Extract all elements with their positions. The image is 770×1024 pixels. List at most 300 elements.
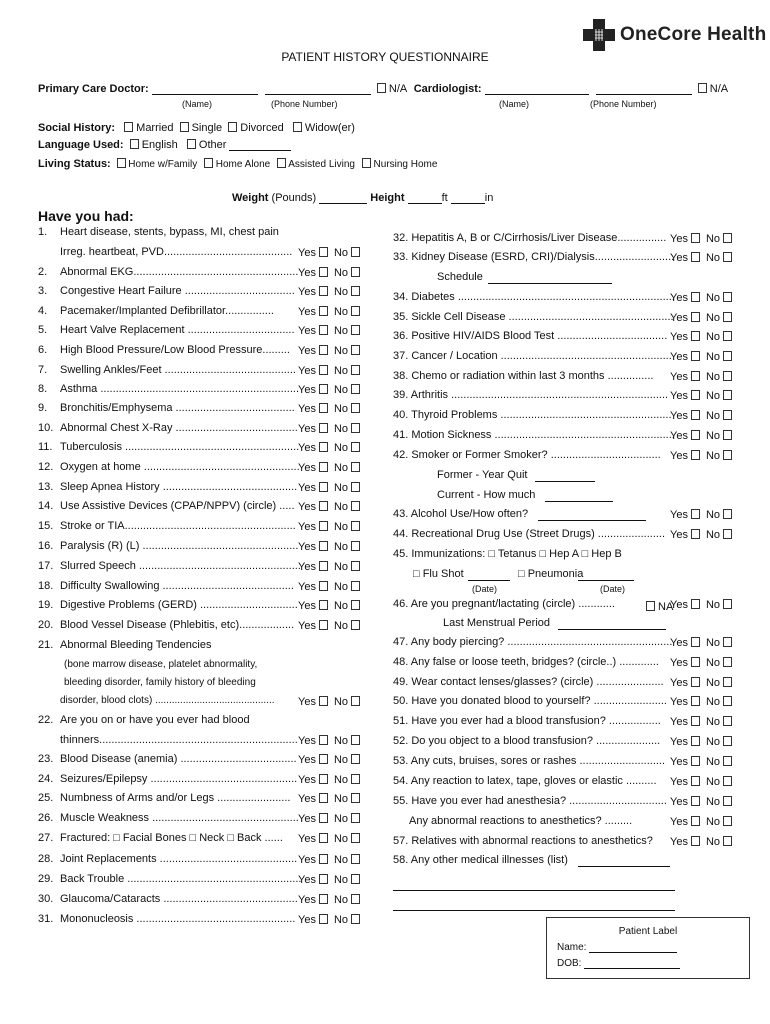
- no-label: No: [333, 384, 349, 396]
- assisted-living-label: Assisted Living: [288, 159, 355, 170]
- question-text: Use Assistive Devices (CPAP/NPPV) (circle) .....: [60, 500, 295, 512]
- no-checkbox[interactable]: [351, 325, 360, 335]
- yes-no-group: [298, 581, 360, 593]
- no-checkbox[interactable]: [351, 833, 360, 843]
- yes-label: Yes: [670, 390, 688, 402]
- yes-label: Yes: [670, 696, 688, 708]
- no-label: No: [705, 836, 721, 848]
- yes-checkbox[interactable]: [691, 430, 700, 440]
- question-row: [409, 815, 632, 833]
- no-checkbox[interactable]: [351, 854, 360, 864]
- yes-no-group: [670, 351, 732, 363]
- no-label: No: [333, 541, 349, 553]
- question-text: (Date): [472, 584, 498, 594]
- weight-label: Weight: [232, 192, 269, 204]
- yes-no-group: [298, 696, 360, 708]
- question-number: 25.: [38, 792, 54, 804]
- yes-checkbox[interactable]: [319, 735, 328, 745]
- no-checkbox[interactable]: [723, 292, 732, 302]
- home-alone-checkbox[interactable]: [204, 158, 213, 168]
- question-number: 21.: [38, 639, 54, 651]
- question-row: [38, 441, 299, 459]
- yes-label: Yes: [670, 430, 688, 442]
- no-checkbox[interactable]: [723, 836, 732, 846]
- question-text: 45. Immunizations: □ Tetanus □ Hep A □ Hep B: [393, 548, 622, 560]
- yes-no-group: [670, 816, 732, 828]
- assisted-living-checkbox[interactable]: [277, 158, 286, 168]
- no-checkbox[interactable]: [723, 716, 732, 726]
- yes-no-group: [670, 430, 732, 442]
- question-text: 58. Any other medical illnesses (list): [393, 854, 568, 866]
- question-number: 15.: [38, 520, 54, 532]
- no-label: No: [333, 854, 349, 866]
- yes-checkbox[interactable]: [691, 796, 700, 806]
- home-alone-label: Home Alone: [215, 159, 271, 170]
- patient-name-label: Name:: [557, 942, 587, 953]
- yes-checkbox[interactable]: [319, 423, 328, 433]
- yes-checkbox[interactable]: [319, 501, 328, 511]
- yes-no-group: [298, 403, 360, 415]
- no-checkbox[interactable]: [723, 390, 732, 400]
- yes-checkbox[interactable]: [319, 482, 328, 492]
- section-title: Have you had:: [38, 208, 134, 224]
- english-checkbox[interactable]: [130, 139, 139, 149]
- answer-field[interactable]: [538, 510, 646, 521]
- yes-no-group: [298, 501, 360, 513]
- answer-field[interactable]: [578, 856, 670, 867]
- no-label: No: [705, 233, 721, 245]
- no-label: No: [705, 410, 721, 422]
- yes-no-group: [670, 312, 732, 324]
- single-checkbox[interactable]: [180, 122, 189, 132]
- question-text: Back Trouble .........................................................: [60, 873, 302, 885]
- no-checkbox[interactable]: [723, 796, 732, 806]
- yes-checkbox[interactable]: [691, 410, 700, 420]
- pcp-name-field[interactable]: [152, 84, 258, 95]
- weight-field[interactable]: [319, 193, 367, 204]
- yes-no-group: [670, 637, 732, 649]
- no-checkbox[interactable]: [351, 894, 360, 904]
- yes-label: Yes: [298, 696, 316, 708]
- question-text: 36. Positive HIV/AIDS Blood Test ....................................: [393, 330, 668, 342]
- no-checkbox[interactable]: [351, 874, 360, 884]
- pcp-phone-field[interactable]: [265, 84, 371, 95]
- question-text: Schedule: [437, 271, 483, 283]
- question-row: [38, 266, 298, 284]
- question-text: Sleep Apnea History ............................................: [60, 481, 298, 493]
- no-checkbox[interactable]: [723, 252, 732, 262]
- yes-checkbox[interactable]: [319, 541, 328, 551]
- question-text: Paralysis (R) (L) ...................................................: [60, 540, 299, 552]
- no-checkbox[interactable]: [351, 306, 360, 316]
- yes-no-group: [670, 776, 732, 788]
- yes-checkbox[interactable]: [691, 233, 700, 243]
- yes-no-group: [670, 657, 732, 669]
- yes-checkbox[interactable]: [319, 833, 328, 843]
- no-checkbox[interactable]: [351, 442, 360, 452]
- no-checkbox[interactable]: [723, 371, 732, 381]
- yes-label: Yes: [670, 292, 688, 304]
- question-text: □ Flu Shot: [413, 568, 464, 580]
- question-number: 1.: [38, 226, 48, 238]
- question-number: 29.: [38, 873, 54, 885]
- question-text: Abnormal Chest X-Ray ........................................: [60, 422, 298, 434]
- cross-icon: [582, 18, 616, 52]
- yes-checkbox[interactable]: [319, 442, 328, 452]
- yes-checkbox[interactable]: [319, 774, 328, 784]
- yes-checkbox[interactable]: [319, 813, 328, 823]
- yes-checkbox[interactable]: [319, 345, 328, 355]
- other-language-field[interactable]: [229, 140, 291, 151]
- yes-checkbox[interactable]: [319, 365, 328, 375]
- answer-field[interactable]: [535, 471, 595, 482]
- no-checkbox[interactable]: [351, 696, 360, 706]
- question-number: 20.: [38, 619, 54, 631]
- question-row: [518, 568, 583, 586]
- pcp-name-sub: (Name): [182, 99, 213, 109]
- no-label: No: [333, 345, 349, 357]
- question-text: 49. Wear contact lenses/glasses? (circle) ......................: [393, 676, 664, 688]
- yes-checkbox[interactable]: [691, 599, 700, 609]
- question-text: 32. Hepatitis A, B or C/Cirrhosis/Liver Disease................: [393, 232, 667, 244]
- yes-no-group: [298, 874, 360, 886]
- yes-no-group: [298, 541, 360, 553]
- no-checkbox[interactable]: [351, 541, 360, 551]
- no-label: No: [333, 754, 349, 766]
- no-label: No: [705, 637, 721, 649]
- question-row: [393, 508, 528, 526]
- no-checkbox[interactable]: [351, 754, 360, 764]
- question-text: Heart Valve Replacement ...................................: [60, 324, 295, 336]
- cardiologist-phone-field[interactable]: [596, 84, 692, 95]
- no-checkbox[interactable]: [723, 450, 732, 460]
- yes-checkbox[interactable]: [319, 600, 328, 610]
- yes-no-group: [670, 331, 732, 343]
- yes-checkbox[interactable]: [319, 754, 328, 764]
- no-label: No: [333, 365, 349, 377]
- no-checkbox[interactable]: [351, 384, 360, 394]
- yes-no-group: [298, 345, 360, 357]
- question-row: [393, 449, 661, 467]
- yes-checkbox[interactable]: [691, 312, 700, 322]
- question-text: 41. Motion Sickness ...........................................................: [393, 429, 675, 441]
- nursing-home-checkbox[interactable]: [362, 158, 371, 168]
- no-label: No: [705, 252, 721, 264]
- yes-checkbox[interactable]: [319, 267, 328, 277]
- yes-checkbox[interactable]: [691, 252, 700, 262]
- yes-no-group: [298, 365, 360, 377]
- question-number: 6.: [38, 344, 48, 356]
- question-row: [437, 469, 527, 487]
- no-checkbox[interactable]: [351, 581, 360, 591]
- no-label: No: [333, 813, 349, 825]
- no-checkbox[interactable]: [723, 637, 732, 647]
- yes-label: Yes: [298, 813, 316, 825]
- question-number: 14.: [38, 500, 54, 512]
- no-checkbox[interactable]: [351, 462, 360, 472]
- question-row: [38, 246, 292, 264]
- yes-checkbox[interactable]: [691, 756, 700, 766]
- yes-checkbox[interactable]: [319, 894, 328, 904]
- yes-label: Yes: [670, 509, 688, 521]
- no-checkbox[interactable]: [351, 914, 360, 924]
- yes-checkbox[interactable]: [319, 521, 328, 531]
- question-row: [38, 753, 297, 771]
- question-text: Stroke or TIA........................................................: [60, 520, 296, 532]
- question-number: 27.: [38, 832, 54, 844]
- question-text: disorder, blood clots) ...........................................: [60, 695, 275, 706]
- yes-checkbox[interactable]: [319, 306, 328, 316]
- yes-no-group: [298, 521, 360, 533]
- pcp-na-checkbox[interactable]: [377, 83, 386, 93]
- yes-checkbox[interactable]: [319, 620, 328, 630]
- no-label: No: [705, 312, 721, 324]
- yes-label: Yes: [298, 286, 316, 298]
- answer-field[interactable]: [558, 619, 666, 630]
- no-checkbox[interactable]: [723, 657, 732, 667]
- living-label: Living Status:: [38, 158, 111, 170]
- no-checkbox[interactable]: [723, 529, 732, 539]
- question-row: [393, 429, 675, 447]
- no-checkbox[interactable]: [351, 521, 360, 531]
- yes-checkbox[interactable]: [691, 696, 700, 706]
- question-text: Joint Replacements .............................................: [60, 853, 298, 865]
- yes-checkbox[interactable]: [691, 816, 700, 826]
- height-label: Height: [370, 192, 405, 204]
- no-checkbox[interactable]: [723, 331, 732, 341]
- yes-checkbox[interactable]: [691, 509, 700, 519]
- height-ft-field[interactable]: [408, 193, 442, 204]
- answer-field[interactable]: [488, 273, 612, 284]
- no-checkbox[interactable]: [723, 509, 732, 519]
- no-checkbox[interactable]: [723, 677, 732, 687]
- question-text: Muscle Weakness ................................................: [60, 812, 299, 824]
- yes-no-group: [298, 754, 360, 766]
- question-text: Heart disease, stents, bypass, MI, chest pain: [60, 226, 279, 238]
- yes-label: Yes: [298, 854, 316, 866]
- yes-checkbox[interactable]: [319, 561, 328, 571]
- yes-label: Yes: [670, 529, 688, 541]
- yes-label: Yes: [298, 833, 316, 845]
- yes-checkbox[interactable]: [691, 776, 700, 786]
- no-label: No: [705, 696, 721, 708]
- na-checkbox[interactable]: [646, 601, 655, 611]
- yes-checkbox[interactable]: [691, 351, 700, 361]
- answer-field[interactable]: [578, 570, 634, 581]
- no-checkbox[interactable]: [351, 267, 360, 277]
- yes-checkbox[interactable]: [319, 874, 328, 884]
- yes-label: Yes: [670, 736, 688, 748]
- no-checkbox[interactable]: [351, 345, 360, 355]
- no-checkbox[interactable]: [723, 312, 732, 322]
- no-checkbox[interactable]: [723, 430, 732, 440]
- patient-dob-field[interactable]: [584, 958, 680, 969]
- yes-checkbox[interactable]: [319, 462, 328, 472]
- question-number: 22.: [38, 714, 54, 726]
- divorced-checkbox[interactable]: [228, 122, 237, 132]
- question-number: 5.: [38, 324, 48, 336]
- yes-label: Yes: [670, 450, 688, 462]
- question-number: 11.: [38, 441, 53, 453]
- english-label: English: [141, 139, 178, 151]
- question-text: Congestive Heart Failure ....................................: [60, 285, 295, 297]
- question-text: 51. Have you ever had a blood transfusion? .................: [393, 715, 661, 727]
- cardio-name-sub: (Name): [499, 99, 530, 109]
- nursing-home-label: Nursing Home: [373, 159, 438, 170]
- no-checkbox[interactable]: [723, 736, 732, 746]
- no-checkbox[interactable]: [351, 735, 360, 745]
- answer-line[interactable]: [393, 900, 675, 911]
- no-label: No: [333, 561, 349, 573]
- no-label: No: [705, 776, 721, 788]
- yes-label: Yes: [670, 637, 688, 649]
- no-checkbox[interactable]: [351, 600, 360, 610]
- yes-checkbox[interactable]: [691, 637, 700, 647]
- height-in-field[interactable]: [451, 193, 485, 204]
- question-text: 52. Do you object to a blood transfusion? .....................: [393, 735, 661, 747]
- question-row: [393, 311, 674, 329]
- no-checkbox[interactable]: [351, 403, 360, 413]
- yes-checkbox[interactable]: [319, 384, 328, 394]
- question-row: [38, 913, 295, 931]
- page-title: PATIENT HISTORY QUESTIONNAIRE: [281, 50, 489, 64]
- yes-checkbox[interactable]: [691, 390, 700, 400]
- answer-field[interactable]: [468, 570, 510, 581]
- question-row: [38, 734, 298, 752]
- question-number: 18.: [38, 580, 54, 592]
- yes-no-group: [298, 813, 360, 825]
- question-row: [38, 422, 298, 440]
- social-history-row: [38, 122, 355, 134]
- question-text: 47. Any body piercing? ......................................................: [393, 636, 673, 648]
- no-checkbox[interactable]: [351, 561, 360, 571]
- no-checkbox[interactable]: [351, 482, 360, 492]
- yes-checkbox[interactable]: [691, 371, 700, 381]
- no-checkbox[interactable]: [723, 233, 732, 243]
- question-text: Digestive Problems (GERD) ................................: [60, 599, 298, 611]
- yes-label: Yes: [670, 410, 688, 422]
- yes-checkbox[interactable]: [319, 325, 328, 335]
- yes-checkbox[interactable]: [691, 836, 700, 846]
- language-row: [38, 139, 291, 151]
- yes-label: Yes: [298, 874, 316, 886]
- no-checkbox[interactable]: [723, 410, 732, 420]
- question-text: (Date): [600, 584, 626, 594]
- widow-checkbox[interactable]: [293, 122, 302, 132]
- no-label: No: [333, 774, 349, 786]
- no-checkbox[interactable]: [351, 423, 360, 433]
- question-row: [38, 364, 296, 382]
- question-row: [393, 548, 622, 566]
- cardiologist-na-checkbox[interactable]: [698, 83, 707, 93]
- yes-label: Yes: [298, 735, 316, 747]
- no-label: No: [705, 331, 721, 343]
- other-language-checkbox[interactable]: [187, 139, 196, 149]
- patient-name-field[interactable]: [589, 942, 677, 953]
- question-number: 16.: [38, 540, 54, 552]
- divorced-label: Divorced: [240, 122, 284, 134]
- cardiologist-name-field[interactable]: [485, 84, 589, 95]
- yes-checkbox[interactable]: [319, 854, 328, 864]
- no-checkbox[interactable]: [351, 365, 360, 375]
- patient-dob-row: [557, 958, 680, 969]
- yes-checkbox[interactable]: [691, 716, 700, 726]
- yes-no-group: [670, 756, 732, 768]
- yes-checkbox[interactable]: [319, 914, 328, 924]
- ft-label: ft: [441, 192, 448, 204]
- no-checkbox[interactable]: [351, 501, 360, 511]
- yes-checkbox[interactable]: [691, 677, 700, 687]
- yes-checkbox[interactable]: [319, 247, 328, 257]
- yes-checkbox[interactable]: [319, 696, 328, 706]
- question-number: 24.: [38, 773, 54, 785]
- yes-checkbox[interactable]: [691, 292, 700, 302]
- no-checkbox[interactable]: [723, 776, 732, 786]
- yes-no-group: [298, 854, 360, 866]
- question-number: 17.: [38, 560, 54, 572]
- yes-checkbox[interactable]: [691, 736, 700, 746]
- yes-no-group: [670, 292, 732, 304]
- yes-label: Yes: [298, 267, 316, 279]
- question-text: 50. Have you donated blood to yourself? ........................: [393, 695, 667, 707]
- yes-checkbox[interactable]: [691, 657, 700, 667]
- no-checkbox[interactable]: [723, 696, 732, 706]
- yes-label: Yes: [670, 599, 688, 611]
- cardiologist-label: Cardiologist:: [413, 83, 482, 95]
- no-checkbox[interactable]: [351, 774, 360, 784]
- home-family-checkbox[interactable]: [117, 158, 126, 168]
- question-text: 43. Alcohol Use/How often?: [393, 508, 529, 520]
- no-label: No: [705, 816, 721, 828]
- yes-checkbox[interactable]: [319, 286, 328, 296]
- yes-checkbox[interactable]: [691, 331, 700, 341]
- yes-no-group: [670, 450, 732, 462]
- question-row: [38, 812, 299, 830]
- question-text: High Blood Pressure/Low Blood Pressure.........: [60, 344, 290, 356]
- answer-line[interactable]: [393, 880, 675, 891]
- question-row: [38, 344, 290, 362]
- no-checkbox[interactable]: [351, 813, 360, 823]
- in-label: in: [484, 192, 494, 204]
- yes-checkbox[interactable]: [691, 450, 700, 460]
- yes-no-group: [298, 620, 360, 632]
- yes-no-group: [298, 442, 360, 454]
- answer-field[interactable]: [545, 491, 613, 502]
- yes-checkbox[interactable]: [319, 403, 328, 413]
- yes-checkbox[interactable]: [319, 581, 328, 591]
- other-language-label: Other: [198, 139, 227, 151]
- no-checkbox[interactable]: [351, 286, 360, 296]
- yes-checkbox[interactable]: [319, 793, 328, 803]
- question-row: [413, 568, 464, 586]
- no-checkbox[interactable]: [723, 816, 732, 826]
- no-checkbox[interactable]: [351, 247, 360, 257]
- no-label: No: [705, 796, 721, 808]
- no-checkbox[interactable]: [723, 756, 732, 766]
- yes-checkbox[interactable]: [691, 529, 700, 539]
- no-label: No: [333, 325, 349, 337]
- married-checkbox[interactable]: [124, 122, 133, 132]
- no-checkbox[interactable]: [723, 599, 732, 609]
- no-checkbox[interactable]: [723, 351, 732, 361]
- no-checkbox[interactable]: [351, 793, 360, 803]
- home-family-label: Home w/Family: [128, 159, 198, 170]
- question-row: [646, 601, 673, 619]
- no-checkbox[interactable]: [351, 620, 360, 630]
- no-label: No: [333, 874, 349, 886]
- question-row: [38, 383, 299, 401]
- question-row: [393, 350, 672, 368]
